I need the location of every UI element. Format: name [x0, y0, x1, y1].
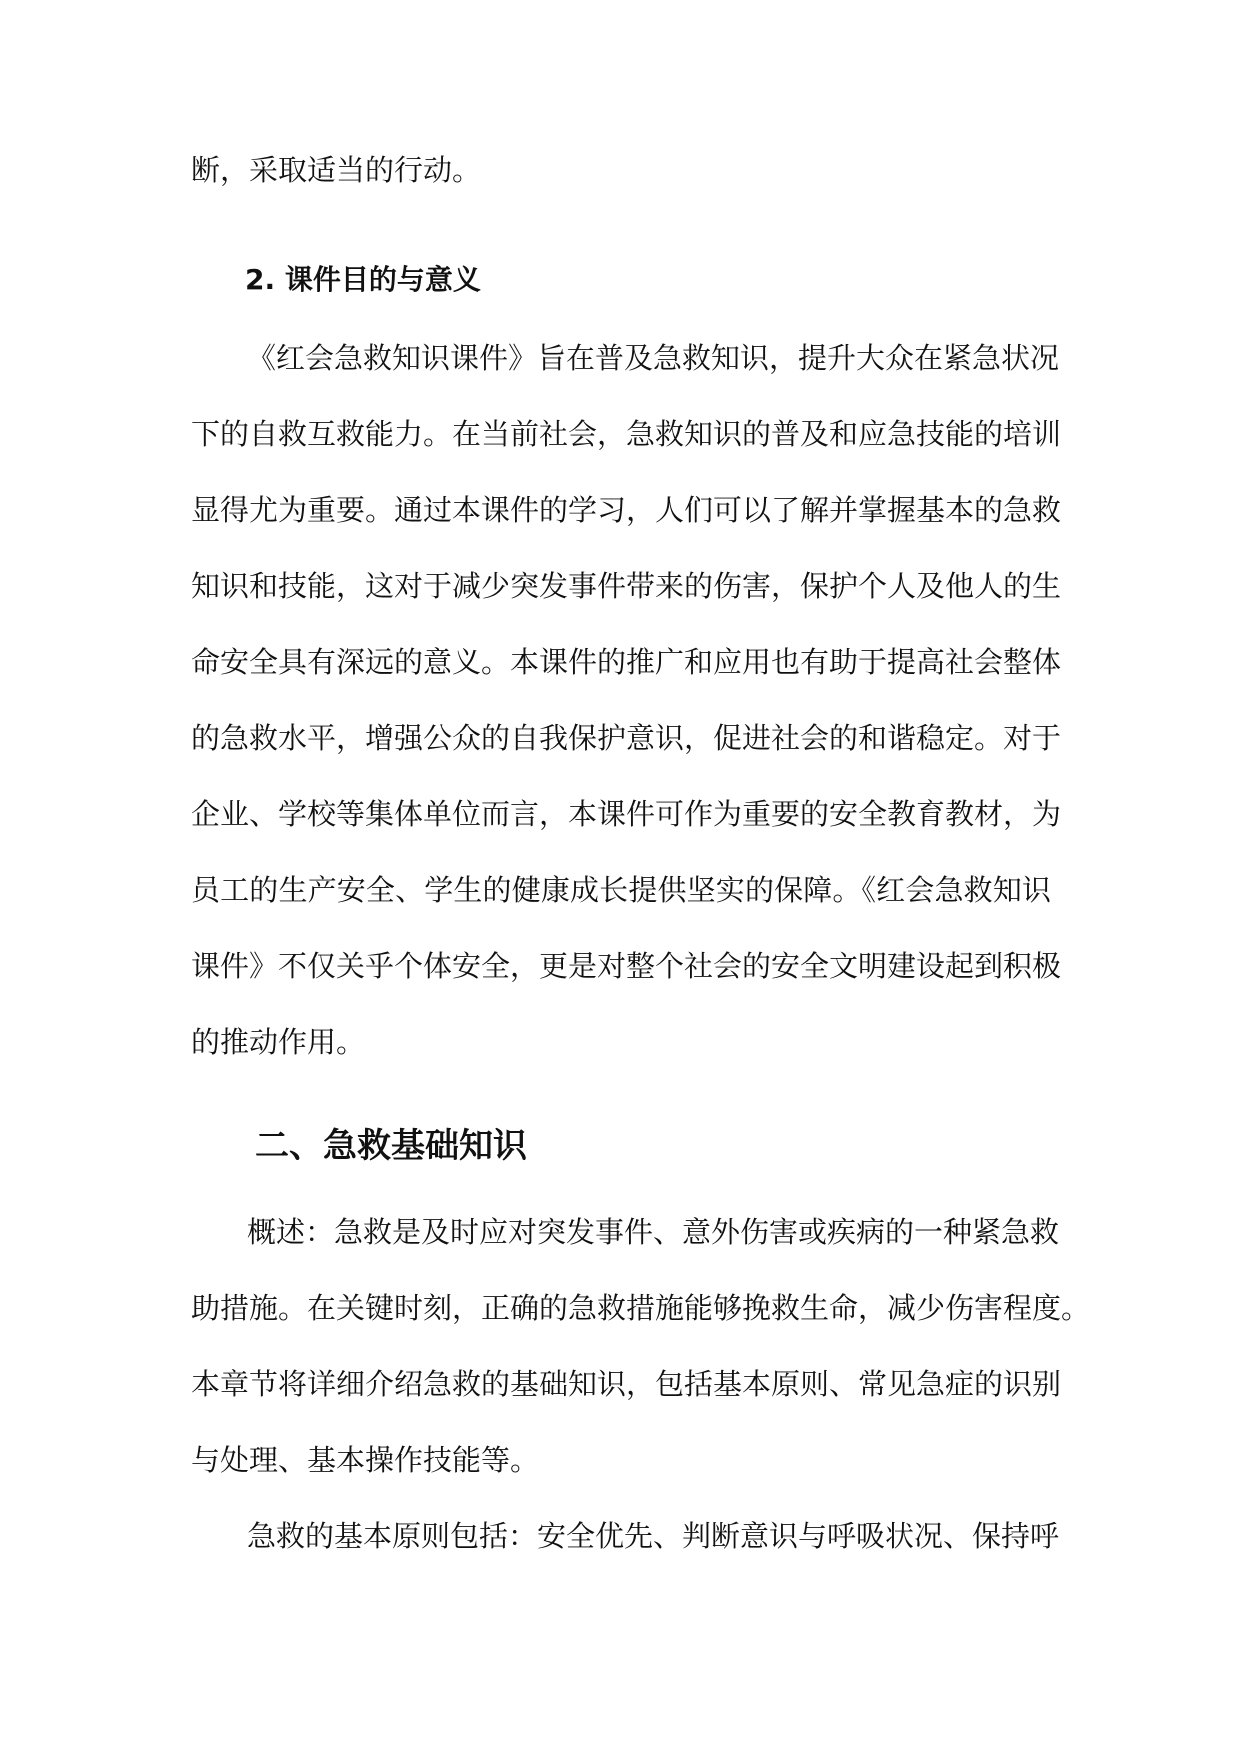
paragraph-line: 概述：急救是及时应对突发事件、意外伤害或疾病的一种紧急救 — [247, 1215, 1060, 1249]
paragraph-line: 企业、学校等集体单位而言，本课件可作为重要的安全教育教材，为 — [191, 797, 1062, 831]
paragraph-line: 命安全具有深远的意义。本课件的推广和应用也有助于提高社会整体 — [191, 645, 1062, 679]
paragraph-line: 《红会急救知识课件》旨在普及急救知识，提升大众在紧急状况 — [247, 341, 1060, 375]
paragraph-line: 课件》不仅关乎个体安全，更是对整个社会的安全文明建设起到积极 — [191, 949, 1062, 983]
section-heading: 二、急救基础知识 — [255, 1126, 527, 1166]
subsection-heading: 2. 课件目的与意义 — [245, 263, 481, 296]
paragraph-line: 显得尤为重要。通过本课件的学习，人们可以了解并掌握基本的急救 — [191, 493, 1062, 527]
paragraph-line: 本章节将详细介绍急救的基础知识，包括基本原则、常见急症的识别 — [191, 1367, 1062, 1401]
paragraph-line: 的推动作用。 — [191, 1025, 366, 1059]
continuation-line: 断，采取适当的行动。 — [191, 153, 482, 187]
paragraph-line: 员工的生产安全、学生的健康成长提供坚实的保障。《红会急救知识 — [191, 873, 1051, 907]
paragraph-line: 与处理、基本操作技能等。 — [191, 1443, 540, 1477]
paragraph-line: 的急救水平，增强公众的自我保护意识，促进社会的和谐稳定。对于 — [191, 721, 1062, 755]
paragraph-line: 知识和技能，这对于减少突发事件带来的伤害，保护个人及他人的生 — [191, 569, 1062, 603]
paragraph-line: 急救的基本原则包括：安全优先、判断意识与呼吸状况、保持呼 — [247, 1519, 1060, 1553]
paragraph-line: 下的自救互救能力。在当前社会，急救知识的普及和应急技能的培训 — [191, 417, 1062, 451]
paragraph-line: 助措施。在关键时刻，正确的急救措施能够挽救生命，减少伤害程度。 — [191, 1291, 1091, 1325]
